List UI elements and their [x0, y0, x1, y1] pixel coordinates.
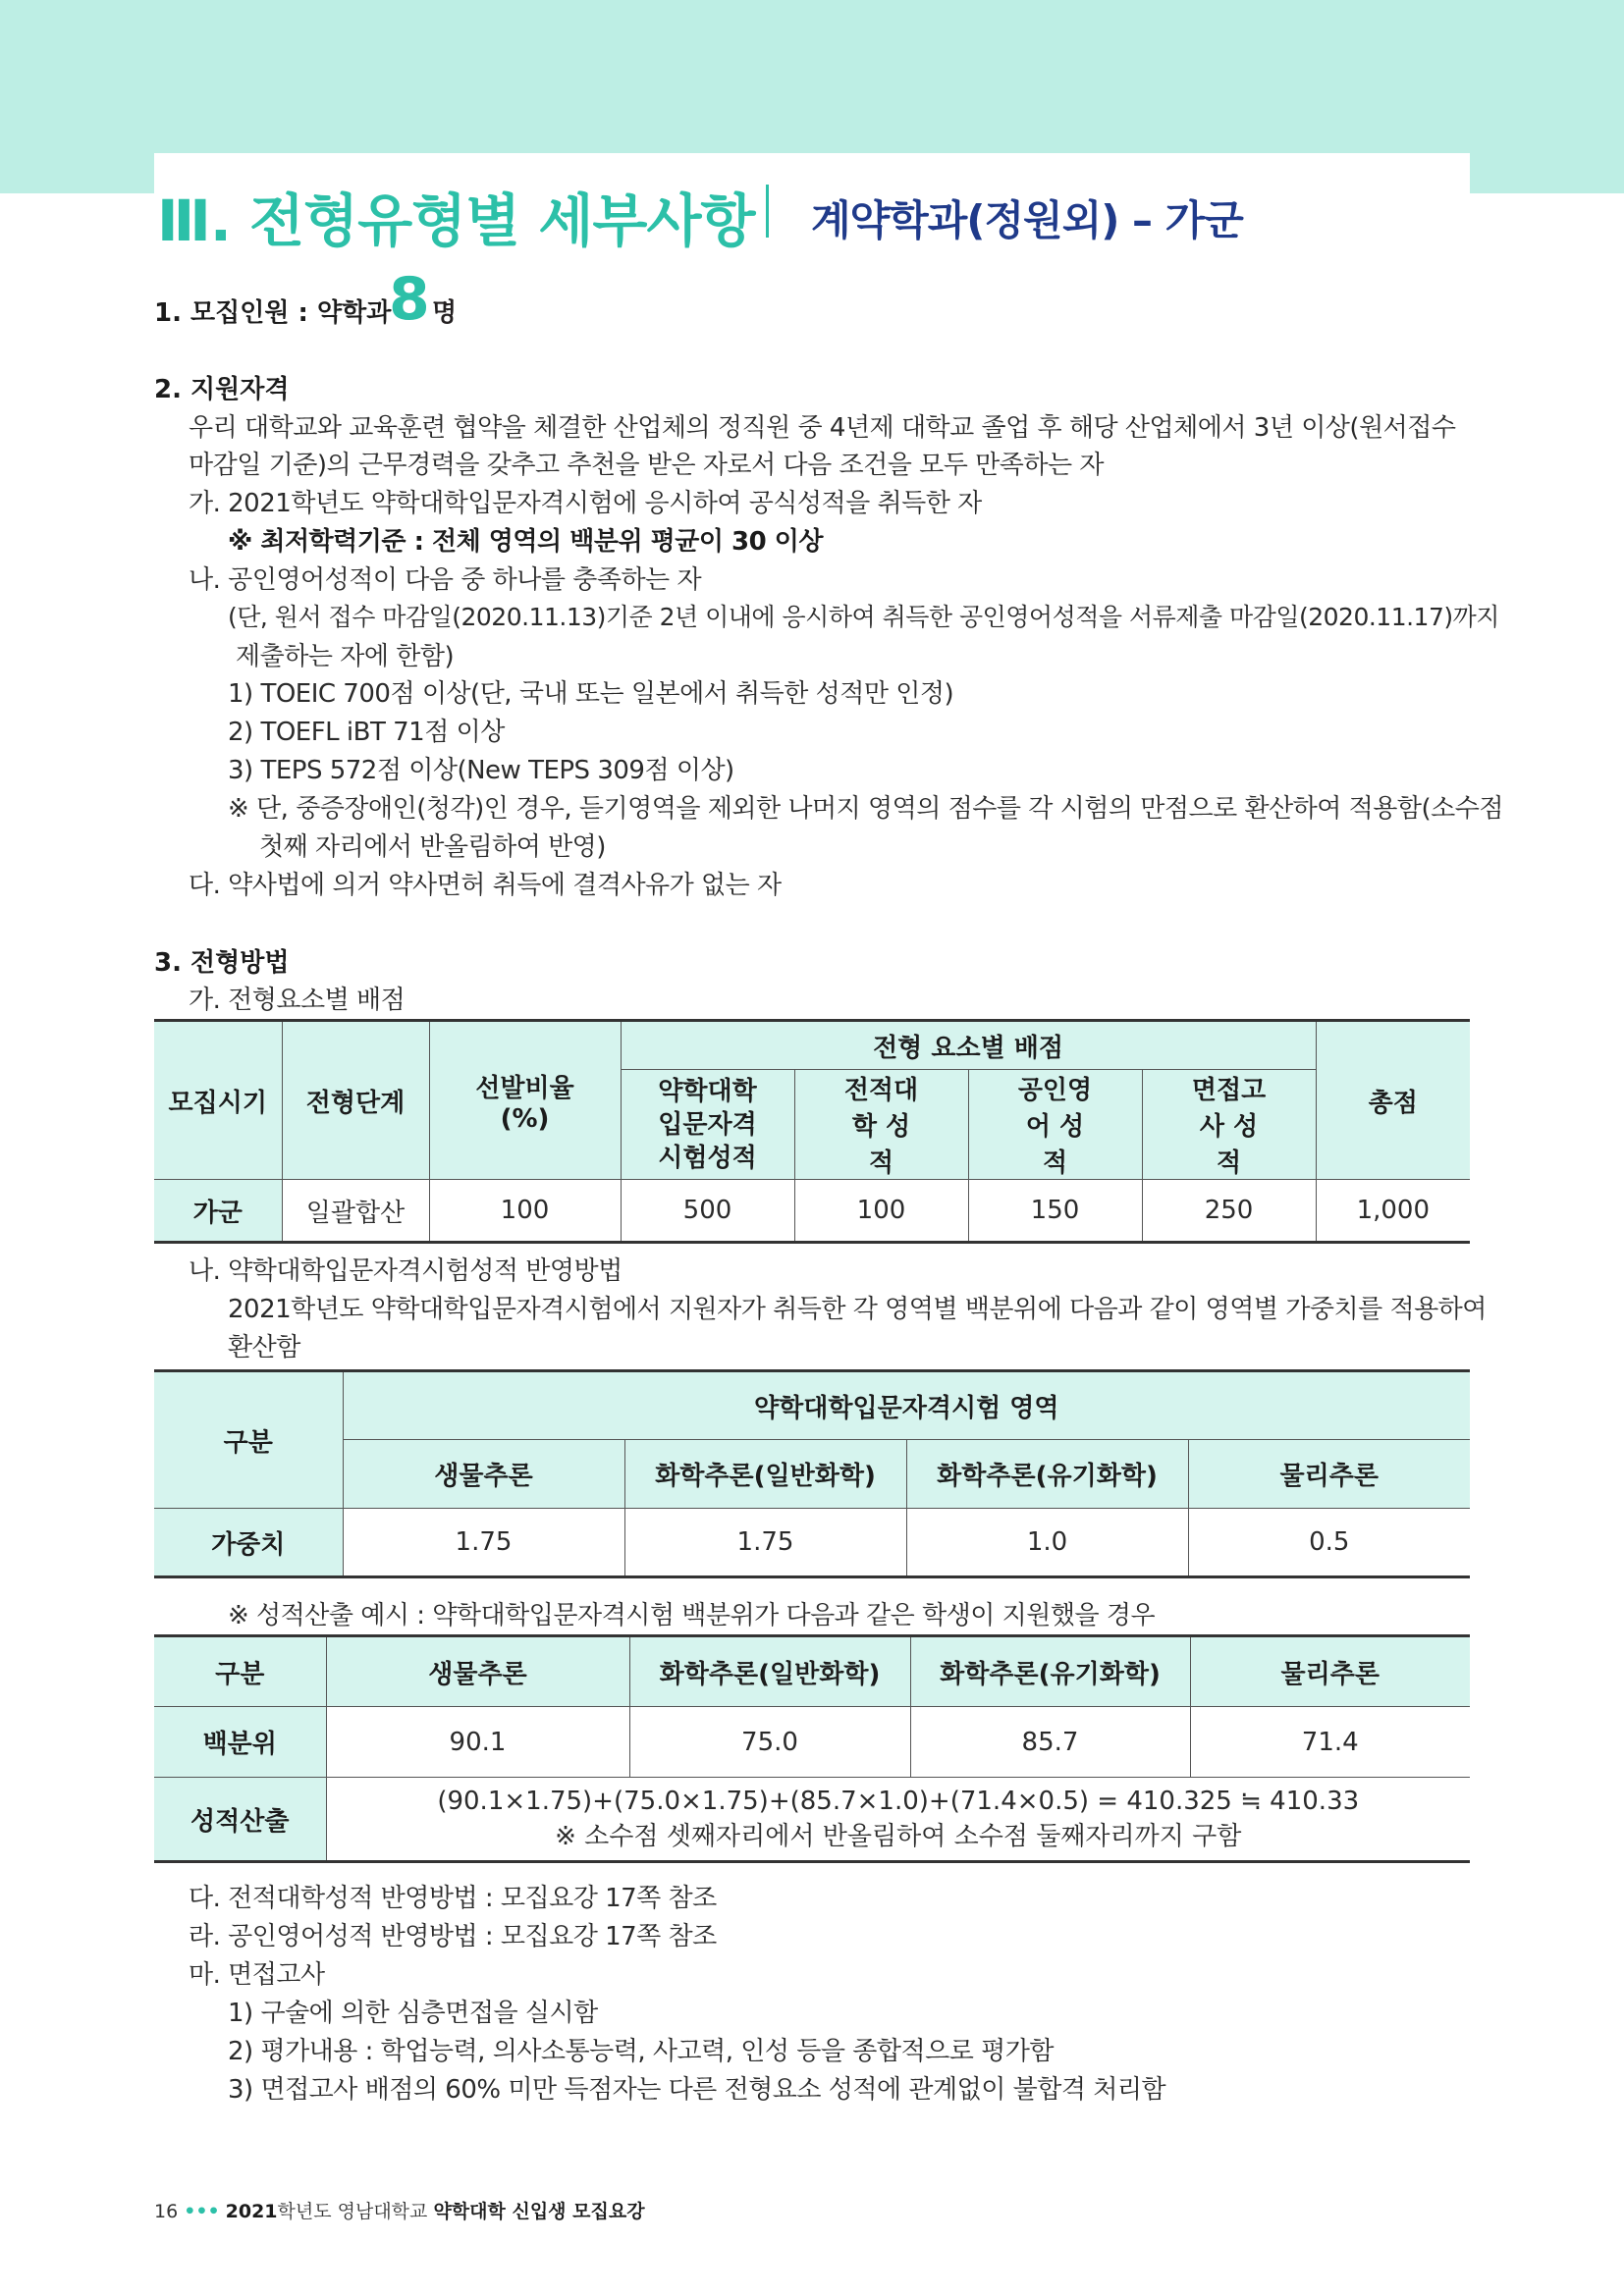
- page-number: 16: [154, 2201, 179, 2222]
- row-ratio: 100: [429, 1180, 621, 1243]
- row-college: 100: [794, 1180, 968, 1243]
- header-college-grade: 전적대학 성 적: [794, 1070, 968, 1180]
- eligibility-item-b: 나. 공인영어성적이 다음 중 하나를 충족하는 자: [189, 565, 702, 595]
- example-percentile-physics: 71.4: [1190, 1707, 1470, 1778]
- example-calc-label: 성적산출: [154, 1778, 326, 1862]
- eligibility-intro-2: 마감일 기준)의 근무경력을 갖추고 추천을 받은 자로서 다음 조건을 모두 만족하는 자: [189, 451, 1104, 480]
- english-condition-2: 제출하는 자에 한함): [236, 642, 455, 671]
- row-interview: 250: [1142, 1180, 1316, 1243]
- example-calc-table: [154, 1634, 1470, 1863]
- section3-sub-c: 다. 전적대학성적 반영방법 : 모집요강 17쪽 참조: [189, 1884, 717, 1913]
- english-condition-1: (단, 원서 접수 마감일(2020.11.13)기준 2년 이내에 응시하여 취득한 공인영어성적을 서류제출 마감일(2020.11.17)까지: [228, 603, 1499, 631]
- footer-dots: •••: [184, 2201, 220, 2222]
- example-calc-formula: (90.1×1.75)+(75.0×1.75)+(85.7×1.0)+(71.4×0.5) = 410.325 ≒ 410.33: [437, 1787, 1360, 1816]
- section3-sub-b: 나. 약학대학입문자격시험성적 반영방법: [189, 1256, 623, 1286]
- example-note: ※ 성적산출 예시 : 약학대학입문자격시험 백분위가 다음과 같은 학생이 지원했을 경우: [228, 1601, 1156, 1630]
- header-stage: 전형단계: [282, 1021, 429, 1180]
- row-english: 150: [968, 1180, 1142, 1243]
- header-period: 모집시기: [154, 1021, 282, 1180]
- weight-header-chem-organic: 화학추론(유기화학): [906, 1440, 1188, 1509]
- header-total: 총점: [1316, 1021, 1470, 1180]
- weight-table: [154, 1369, 1470, 1578]
- weight-header-bio: 생물추론: [343, 1440, 624, 1509]
- section3-sub-d: 라. 공인영어성적 반영방법 : 모집요강 17쪽 참조: [189, 1922, 717, 1951]
- eligibility-item-c: 다. 약사법에 의거 약사면허 취득에 결격사유가 없는 자: [189, 871, 782, 900]
- weight-chem-general: 1.75: [624, 1509, 906, 1577]
- weight-chem-organic: 1.0: [906, 1509, 1188, 1577]
- section3-heading: 3. 전형방법: [154, 948, 290, 978]
- interview-item-3: 3) 면접고사 배점의 60% 미만 득점자는 다른 전형요소 성적에 관계없이 불합격 처리함: [228, 2075, 1166, 2105]
- example-header-physics: 물리추론: [1190, 1636, 1470, 1707]
- recruit-unit: 명: [432, 298, 458, 328]
- example-percentile-label: 백분위: [154, 1707, 326, 1778]
- disability-note-2: 첫째 자리에서 반올림하여 반영): [259, 832, 606, 862]
- eligibility-item-a: 가. 2021학년도 약학대학입문자격시험에 응시하여 공식성적을 취득한 자: [189, 489, 982, 518]
- section3-sub-a: 가. 전형요소별 배점: [189, 986, 406, 1015]
- weight-header-gubun: 구분: [154, 1371, 343, 1509]
- footer-year: 2021: [225, 2201, 278, 2222]
- section1-label: 1. 모집인원 : 약학과: [154, 298, 392, 328]
- weight-row-label: 가중치: [154, 1509, 343, 1577]
- row-period: 가군: [154, 1180, 282, 1243]
- interview-item-2: 2) 평가내용 : 학업능력, 의사소통능력, 사고력, 인성 등을 종합적으로 평가함: [228, 2037, 1054, 2066]
- header-ratio: 선발비율 (%): [429, 1021, 621, 1180]
- example-calc-rounding-note: ※ 소수점 셋째자리에서 반올림하여 소수점 둘째자리까지 구함: [555, 1822, 1242, 1851]
- footer-text-1: 학년도 영남대학교: [277, 2201, 428, 2222]
- minimum-standard-note: ※ 최저학력기준 : 전체 영역의 백분위 평균이 30 이상: [228, 527, 823, 557]
- weight-header-physics: 물리추론: [1188, 1440, 1470, 1509]
- page-subtitle: 계약학과(정원외) – 가군: [811, 196, 1243, 244]
- score-allocation-table: [154, 1019, 1470, 1244]
- section3-sub-e: 마. 면접고사: [189, 1960, 325, 1990]
- example-header-gubun: 구분: [154, 1636, 326, 1707]
- example-percentile-chem-general: 75.0: [629, 1707, 910, 1778]
- peet-method-desc-1: 2021학년도 약학대학입문자격시험에서 지원자가 취득한 각 영역별 백분위에 다음과 같이 영역별 가중치를 적용하여: [228, 1295, 1487, 1324]
- header-element-group: 전형 요소별 배점: [621, 1021, 1316, 1070]
- footer-text-2: 약학대학 신입생 모집요강: [433, 2201, 645, 2222]
- example-header-chem-organic: 화학추론(유기화학): [910, 1636, 1190, 1707]
- recruit-count: 8: [389, 265, 430, 334]
- disability-note-1: ※ 단, 중증장애인(청각)인 경우, 듣기영역을 제외한 나머지 영역의 점수를 각 시험의 만점으로 환산하여 적용함(소수점: [228, 794, 1504, 824]
- header-interview-grade: 면접고사 성 적: [1142, 1070, 1316, 1180]
- weight-header-area: 약학대학입문자격시험 영역: [343, 1371, 1470, 1440]
- page-footer: [154, 2197, 645, 2223]
- header-english-grade: 공인영어 성 적: [968, 1070, 1142, 1180]
- section2-heading: 2. 지원자격: [154, 375, 290, 404]
- example-percentile-bio: 90.1: [326, 1707, 629, 1778]
- example-header-bio: 생물추론: [326, 1636, 629, 1707]
- title-divider: [766, 185, 769, 238]
- weight-bio: 1.75: [343, 1509, 624, 1577]
- interview-item-1: 1) 구술에 의한 심층면접을 실시함: [228, 1999, 598, 2028]
- toeic-requirement: 1) TOEIC 700점 이상(단, 국내 또는 일본에서 취득한 성적만 인정): [228, 679, 954, 709]
- peet-method-desc-2: 환산함: [228, 1333, 300, 1362]
- row-total: 1,000: [1316, 1180, 1470, 1243]
- row-stage: 일괄합산: [282, 1180, 429, 1243]
- example-percentile-chem-organic: 85.7: [910, 1707, 1190, 1778]
- teps-requirement: 3) TEPS 572점 이상(New TEPS 309점 이상): [228, 756, 734, 785]
- row-peet: 500: [621, 1180, 794, 1243]
- page-title: Ⅲ. 전형유형별 세부사항: [157, 187, 755, 254]
- example-calc-cell: [326, 1778, 1470, 1862]
- weight-physics: 0.5: [1188, 1509, 1470, 1577]
- weight-header-chem-general: 화학추론(일반화학): [624, 1440, 906, 1509]
- example-header-chem-general: 화학추론(일반화학): [629, 1636, 910, 1707]
- toefl-requirement: 2) TOEFL iBT 71점 이상: [228, 718, 505, 747]
- header-peet: 약학대학 입문자격 시험성적: [621, 1070, 794, 1180]
- eligibility-intro-1: 우리 대학교와 교육훈련 협약을 체결한 산업체의 정직원 중 4년제 대학교 졸업 후 해당 산업체에서 3년 이상(원서접수: [189, 413, 1456, 443]
